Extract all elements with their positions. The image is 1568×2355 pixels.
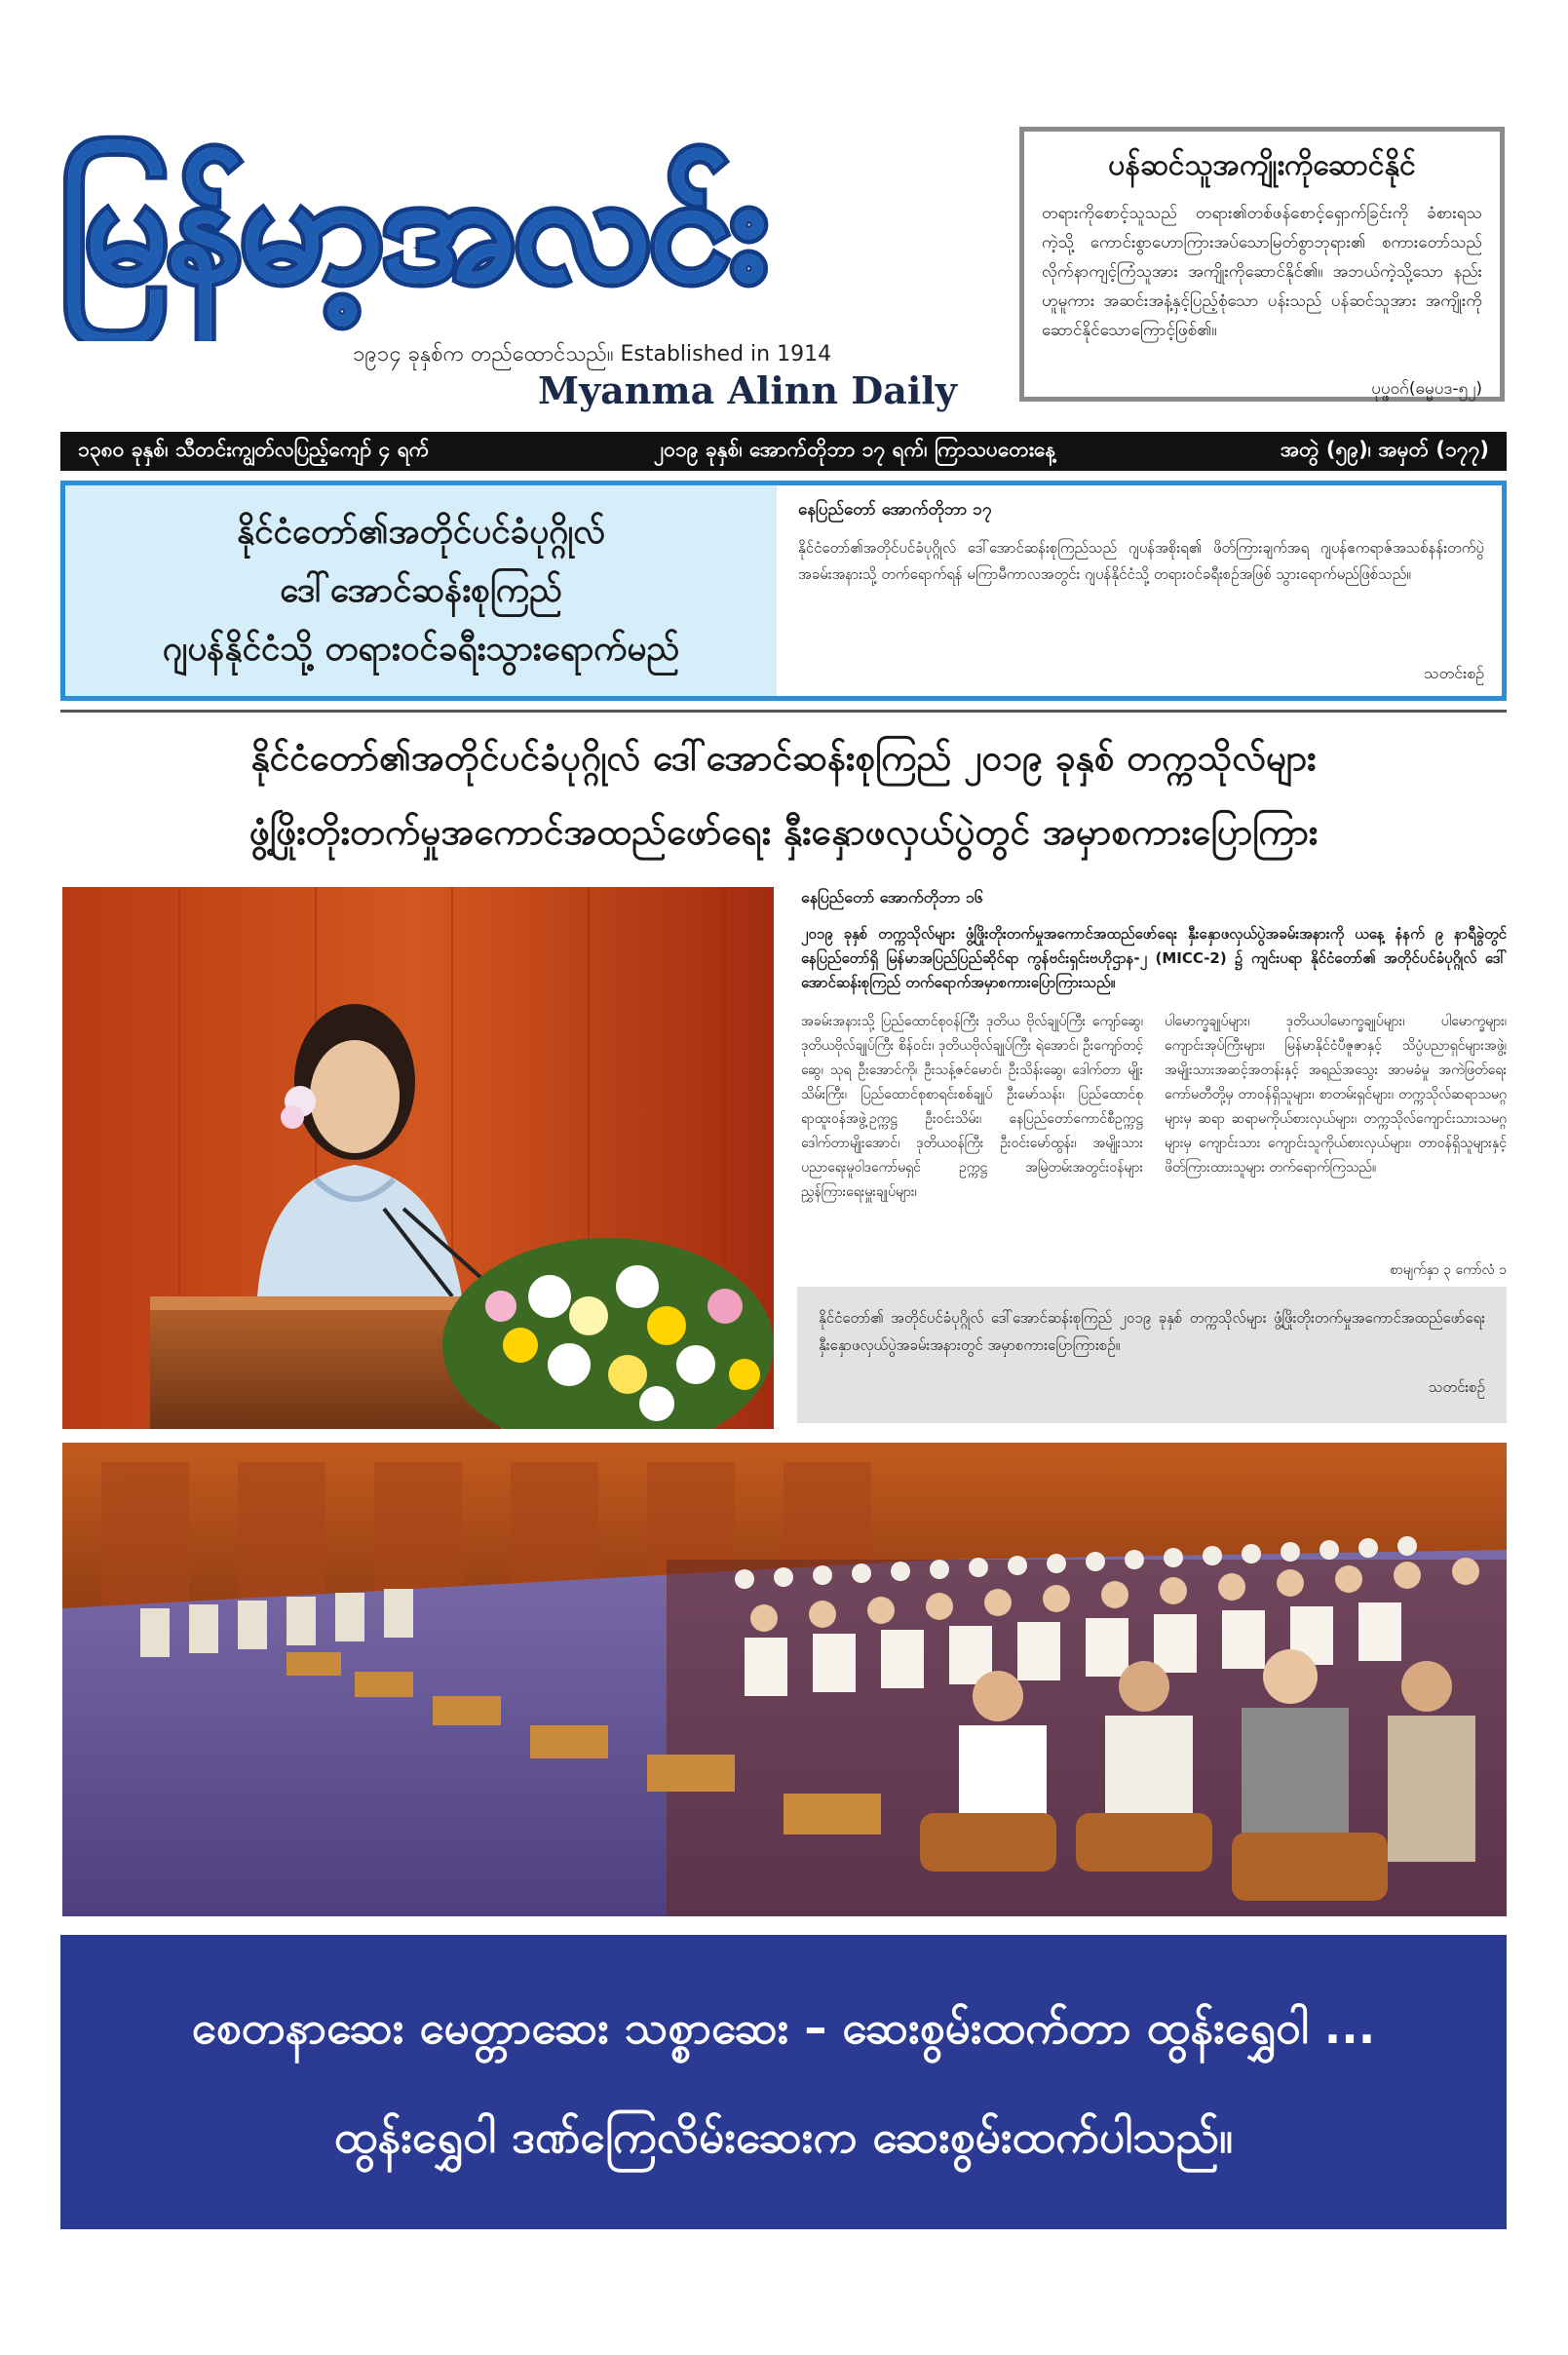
main-headline-line: နိုင်ငံတော်၏အတိုင်ပင်ခံပုဂ္ဂိုလ် ဒေါ်အောင်ဆန်းစုကြည် ၂၀၁၉ ခုနှစ် တက္ကသိုလ်များ xyxy=(250,737,1317,779)
headline-line: နိုင်ငံတော်၏အတိုင်ပင်ခံပုဂ္ဂိုလ် xyxy=(236,513,606,552)
audience-photo-illustration xyxy=(62,1443,1507,1916)
photo-caption: နိုင်ငံတော်၏ အတိုင်ပင်ခံပုဂ္ဂိုလ် ဒေါ်အောင်ဆန်းစုကြည် ၂၀၁၉ ခုနှစ် တက္ကသိုလ်များ ဖွံ့ဖြိုးတိုးတက်မှုအကောင်အထည်ဖော်ရေး နှီးနှောဖလှယ်ပွဲအခမ်းအနားတွင် အမှာစကားပြောကြားစဉ်။ xyxy=(819,1309,1485,1354)
advertisement-banner xyxy=(60,1935,1507,2229)
japan-visit-news-box xyxy=(60,481,1507,701)
issue-number: အတွဲ (၅၉)၊ အမှတ် (၁၇၇) xyxy=(1280,437,1489,461)
date-bar xyxy=(60,432,1507,471)
gregorian-date: ၂၀၁၉ ခုနှစ်၊ အောက်တိုဘာ ၁၇ ရက်၊ ကြာသပတေးနေ့ xyxy=(653,437,1056,461)
story-text: နိုင်ငံတော်၏အတိုင်ပင်ခံပုဂ္ဂိုလ် ဒေါ်အောင်ဆန်းစုကြည်သည် ဂျပန်အစိုးရ၏ ဖိတ်ကြားချက်အရ ဂျပန်ဧကရာဇ်အသစ်နန်းတက်ပွဲအခမ်းအနားသို့ တက်ရောက်ရန် မကြာမီကာလအတွင်း ဂျပန်နိုင်ငံသို့ တရားဝင်ခရီးစဉ်အဖြစ် သွားရောက်မည်ဖြစ်သည်။ xyxy=(798,539,1484,583)
quote-body: တရားကိုစောင့်သူသည် တရား၏တစ်ဖန်စောင့်ရှောက်ခြင်းကို ခံစားရသကဲ့သို့ ကောင်းစွာဟောကြားအပ်သောမြတ်စွာဘုရား၏ စကားတော်သည် လိုက်နာကျင့်ကြံသူအား အကျိုးကိုဆောင်နိုင်၏။ အဘယ်ကဲ့သို့သော နည်းဟူမူကား အဆင်းအနံ့နှင့်ပြည့်စုံသော ပန်းသည် ပန်ဆင်သူအား အကျိုးကိုဆောင်နိုင်သောကြောင့်ဖြစ်၏။ xyxy=(1042,204,1482,340)
main-headline xyxy=(60,721,1507,869)
section-divider xyxy=(60,710,1507,713)
quote-title: ပန်ဆင်သူအကျိုးကိုဆောင်နိုင် xyxy=(1108,148,1416,182)
article-column-1: အခမ်းအနားသို့ ပြည်ထောင်စုဝန်ကြီး ဒုတိယ ဗိုလ်ချုပ်ကြီး ကျော်ဆွေ၊ ဒုတိယဗိုလ်ချုပ်ကြီး စိန်ဝင်း၊ ဒုတိယဗိုလ်ချုပ်ကြီး ရဲအောင်၊ ဦးကျော်တင့်ဆွေ၊ သုရ ဦးအောင်ကို၊ ဦးသန့်ဇင်မောင်၊ ဦးသိန်းဆွေ၊ ဒေါက်တာ မျိုးသိမ်းကြီး၊ ပြည်ထောင်စုစာရင်းစစ်ချုပ် ဦးမော်သန်း၊ ပြည်ထောင်စုရာထူးဝန်အဖွဲ့ဥက္ကဋ္ဌ ဦးဝင်းသိမ်း၊ နေပြည်တော်ကောင်စီဥက္ကဋ္ဌ ဒေါက်တာမျိုးအောင်၊ ဒုတိယဝန်ကြီး ဦးဝင်းမော်ထွန်း၊ အမျိုးသားပညာရေးမူဝါဒကော်မရှင် ဥက္ကဋ္ဌ အမြဲတမ်းအတွင်းဝန်များ ညွှန်ကြားရေးမှူးချုပ်များ၊ xyxy=(801,1014,1143,1200)
main-article xyxy=(801,887,1507,1277)
story-credit: သတင်းစဉ် xyxy=(1424,664,1484,682)
quote-source: ပုပ္ဖဝဂ်(ဓမ္မပဒ-၅၂) xyxy=(1371,379,1482,399)
main-headline-line: ဖွံ့ဖြိုးတိုးတက်မှုအကောင်အထည်ဖော်ရေး နှီးနှောဖလှယ်ပွဲတွင် အမှာစကားပြောကြား xyxy=(249,811,1319,853)
article-continuation: စာမျက်နှာ ၃ ကော်လံ ၁ xyxy=(1390,1262,1507,1278)
myanmar-date: ၁၃၈၀ ခုနှစ်၊ သီတင်းကျွတ်လပြည့်ကျော် ၄ ရက် xyxy=(78,437,430,461)
caption-credit: သတင်းစဉ် xyxy=(1429,1378,1485,1396)
japan-visit-headline xyxy=(65,485,777,696)
japan-visit-story xyxy=(777,485,1502,696)
audience-photo xyxy=(62,1443,1507,1916)
article-dateline: နေပြည်တော် အောက်တိုဘာ ၁၆ xyxy=(801,888,983,907)
article-columns xyxy=(801,1010,1507,1258)
dhamma-quote-box xyxy=(1019,127,1505,402)
speaker-photo xyxy=(62,887,774,1429)
headline-line: ဒေါ်အောင်ဆန်းစုကြည် xyxy=(280,571,562,610)
banner-line-1: စေတနာဆေး မေတ္တာဆေး သစ္စာဆေး – ဆေးစွမ်းထက်တာ ထွန်းရွှေဝါ ... xyxy=(191,2001,1376,2054)
photo-caption-box xyxy=(797,1287,1507,1423)
article-lead: ၂၀၁၉ ခုနှစ် တက္ကသိုလ်များ ဖွံ့ဖြိုးတိုးတက်မှုအကောင်အထည်ဖော်ရေး နှီးနှောဖလှယ်ပွဲအခမ်းအနားကို ယနေ့ နံနက် ၉ နာရီခွဲတွင် နေပြည်တော်ရှိ မြန်မာအပြည်ပြည်ဆိုင်ရာ ကွန်ဗင်းရှင်းဗဟိုဌာန-၂ (MICC-2) ၌ ကျင်းပရာ နိုင်ငံတော်၏ အတိုင်ပင်ခံပုဂ္ဂိုလ် ဒေါ်အောင်ဆန်းစုကြည် တက်ရောက်အမှာစကားပြောကြားသည်။ xyxy=(801,925,1507,991)
paper-name: Myanma Alinn Daily xyxy=(538,368,957,412)
speaker-photo-illustration xyxy=(62,887,774,1429)
story-dateline: နေပြည်တော် အောက်တိုဘာ ၁၇ xyxy=(798,500,992,520)
established-line: ၁၉၁၄ ခုနှစ်က တည်ထောင်သည်။ Established in 1914 xyxy=(353,342,832,367)
newspaper-logo: မြန်မာ့အလင်း xyxy=(60,144,766,314)
article-column-2: ပါမောက္ခချုပ်များ၊ ဒုတိယပါမောက္ခချုပ်များ၊ ပါမောက္ခများ၊ ကျောင်းအုပ်ကြီးများ၊ မြန်မာနိုင်ငံပီဇူဇာနှင့် သိပ္ပံပညာရှင်များအဖွဲ့၊ အမျိုးသားအဆင့်အတန်းနှင့် အရည်အသွေး အာမခံမှု အကဲဖြတ်ရေးကော်မတီတို့မှ တာဝန်ရှိသူများ၊ စာတမ်းရှင်များ၊ တက္ကသိုလ်ဆရာသမဂ္ဂများမှ ဆရာ ဆရာမကိုယ်စားလှယ်များ၊ တက္ကသိုလ်ကျောင်းသားသမဂ္ဂများမှ ကျောင်းသား ကျောင်းသူကိုယ်စားလှယ်များ၊ တာဝန်ရှိသူများနှင့် ဖိတ်ကြားထားသူများ တက်ရောက်ကြသည်။ xyxy=(1165,1014,1507,1176)
banner-line-2: ထွန်းရွှေဝါ ဒဏ်ကြေလိမ်းဆေးက ဆေးစွမ်းထက်ပါသည်။ xyxy=(333,2110,1234,2163)
headline-line: ဂျပန်နိုင်ငံသို့ တရားဝင်ခရီးသွားရောက်မည် xyxy=(162,630,680,669)
masthead xyxy=(60,117,957,419)
